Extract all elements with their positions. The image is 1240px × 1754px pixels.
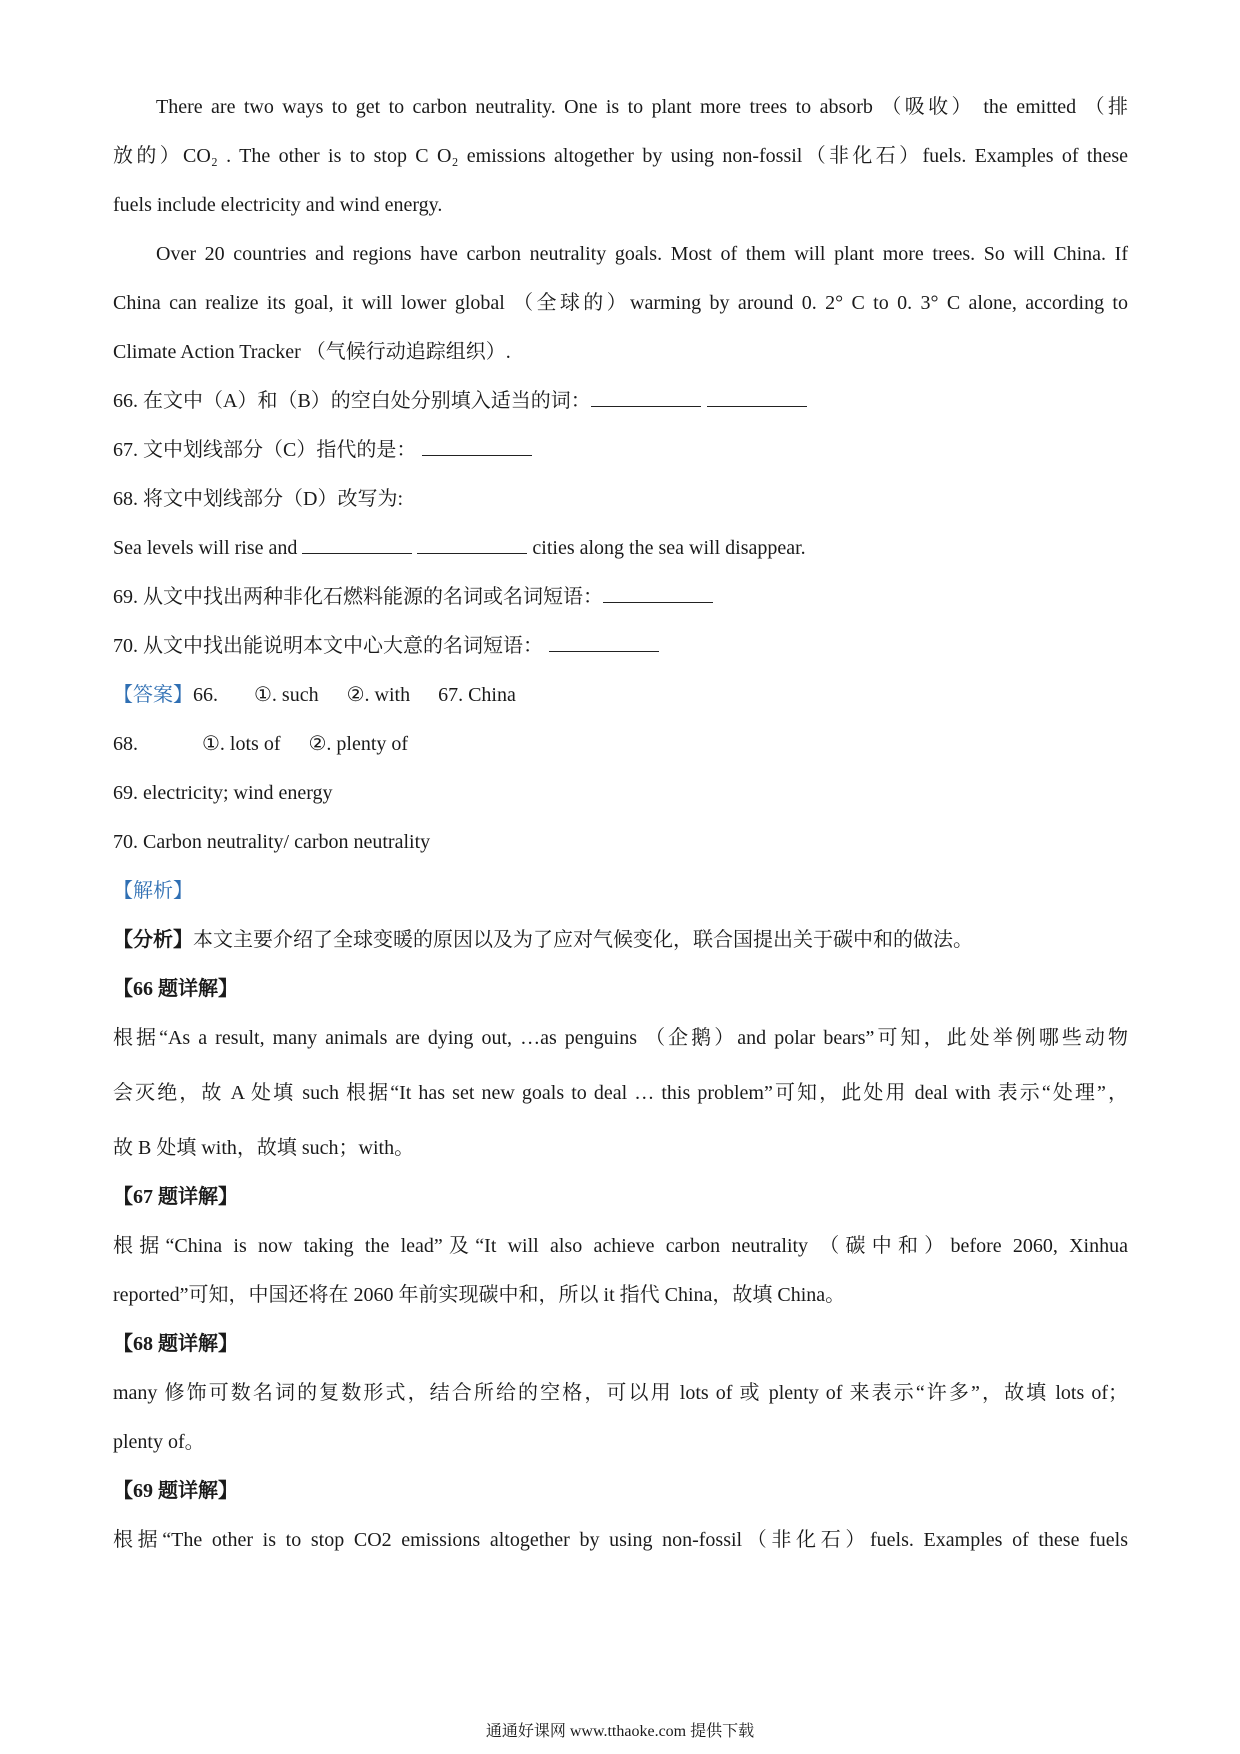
detail-line: 故 B 处填 with，故填 such；with。	[113, 1137, 415, 1159]
question-69	[113, 582, 1128, 631]
question-70	[113, 631, 1128, 680]
detail-heading-67: 【67 题详解】	[113, 1186, 238, 1208]
answer-line-68	[113, 729, 1128, 778]
summary-tag: 【分析】	[113, 929, 193, 951]
detail-heading-68: 【68 题详解】	[113, 1333, 238, 1355]
question-67	[113, 435, 1128, 484]
detail-line: plenty of。	[113, 1431, 205, 1453]
passage-line: 放的）CO₂ . The other is to stop C O₂ emissions altogether by using non-fossil（非化石）fuels. Examples of these	[113, 145, 1128, 167]
answer-item: ②. plenty of	[308, 733, 409, 755]
answer-item: ①. such	[254, 684, 319, 706]
detail-line: 根据“As a result, many animals are dying out, …as penguins （企鹅）and polar bears”可知，此处举例哪些动物	[113, 1027, 1128, 1049]
answer-line-69: 69. electricity; wind energy	[113, 782, 333, 804]
question-text: 69. 从文中找出两种非化石燃料能源的名词或名词短语：	[113, 586, 603, 608]
answer-item: ②. with	[346, 684, 411, 706]
answer-item: ①. lots of	[202, 733, 281, 755]
question-text: 67. 文中划线部分（C）指代的是：	[113, 439, 417, 461]
detail-line: 会灭绝，故 A 处填 such 根据“It has set new goals to deal … this problem”可知，此处用 deal with 表示“处理”，	[113, 1082, 1128, 1104]
question-text: 68. 将文中划线部分（D）改写为:	[113, 488, 403, 510]
answer-number: 66.	[193, 684, 218, 706]
answer-blank	[603, 582, 713, 603]
passage-line: Over 20 countries and regions have carbon neutrality goals. Most of them will plant more trees. So will China. If	[156, 243, 1128, 265]
answer-tag: 【答案】	[113, 684, 193, 706]
answer-blank	[422, 435, 532, 456]
detail-line: many 修饰可数名词的复数形式，结合所给的空格，可以用 lots of 或 plenty of 来表示“许多”，故填 lots of；	[113, 1382, 1128, 1404]
detail-line: reported”可知，中国还将在 2060 年前实现碳中和，所以 it 指代 China，故填 China。	[113, 1284, 846, 1306]
detail-line: 根据“China is now taking the lead”及“It will also achieve carbon neutrality （碳中和）before 2060, Xinhua	[113, 1235, 1128, 1257]
detail-heading-69: 【69 题详解】	[113, 1480, 238, 1502]
summary-text: 本文主要介绍了全球变暖的原因以及为了应对气候变化，联合国提出关于碳中和的做法。	[193, 929, 973, 951]
sentence-part: cities along the sea will disappear.	[532, 537, 806, 559]
document-page	[113, 92, 1128, 1574]
answer-line-70: 70. Carbon neutrality/ carbon neutrality	[113, 831, 431, 853]
question-text: 66. 在文中（A）和（B）的空白处分别填入适当的词：	[113, 390, 591, 412]
answer-item: 67. China	[438, 684, 516, 706]
passage-line: fuels include electricity and wind energy.	[113, 194, 443, 216]
detail-line: 根据“The other is to stop CO2 emissions altogether by using non-fossil（非化石）fuels. Examples of these fuels	[113, 1529, 1128, 1551]
analysis-tag: 【解析】	[113, 880, 193, 902]
answer-blank	[302, 533, 412, 554]
question-68-sentence	[113, 533, 1128, 582]
answer-blank	[417, 533, 527, 554]
question-66	[113, 386, 1128, 435]
sentence-part: Sea levels will rise and	[113, 537, 298, 559]
question-68	[113, 484, 1128, 533]
answer-blank	[591, 386, 701, 407]
passage-line: Climate Action Tracker （气候行动追踪组织）.	[113, 341, 511, 363]
passage-line: China can realize its goal, it will lower global （全球的）warming by around 0. 2° C to 0. 3° C alone, according to	[113, 292, 1128, 314]
passage-line: There are two ways to get to carbon neutrality. One is to plant more trees to absorb （吸收） the emitted （排	[156, 96, 1128, 118]
page-footer: 通通好课网 www.tthaoke.com 提供下载	[485, 1723, 755, 1740]
analysis-summary	[113, 925, 1128, 974]
answer-blank	[549, 631, 659, 652]
question-text: 70. 从文中找出能说明本文中心大意的名词短语：	[113, 635, 543, 657]
answer-blank	[707, 386, 807, 407]
answer-number: 68.	[113, 733, 138, 755]
answer-line-66-67	[113, 680, 1128, 729]
detail-heading-66: 【66 题详解】	[113, 978, 238, 1000]
